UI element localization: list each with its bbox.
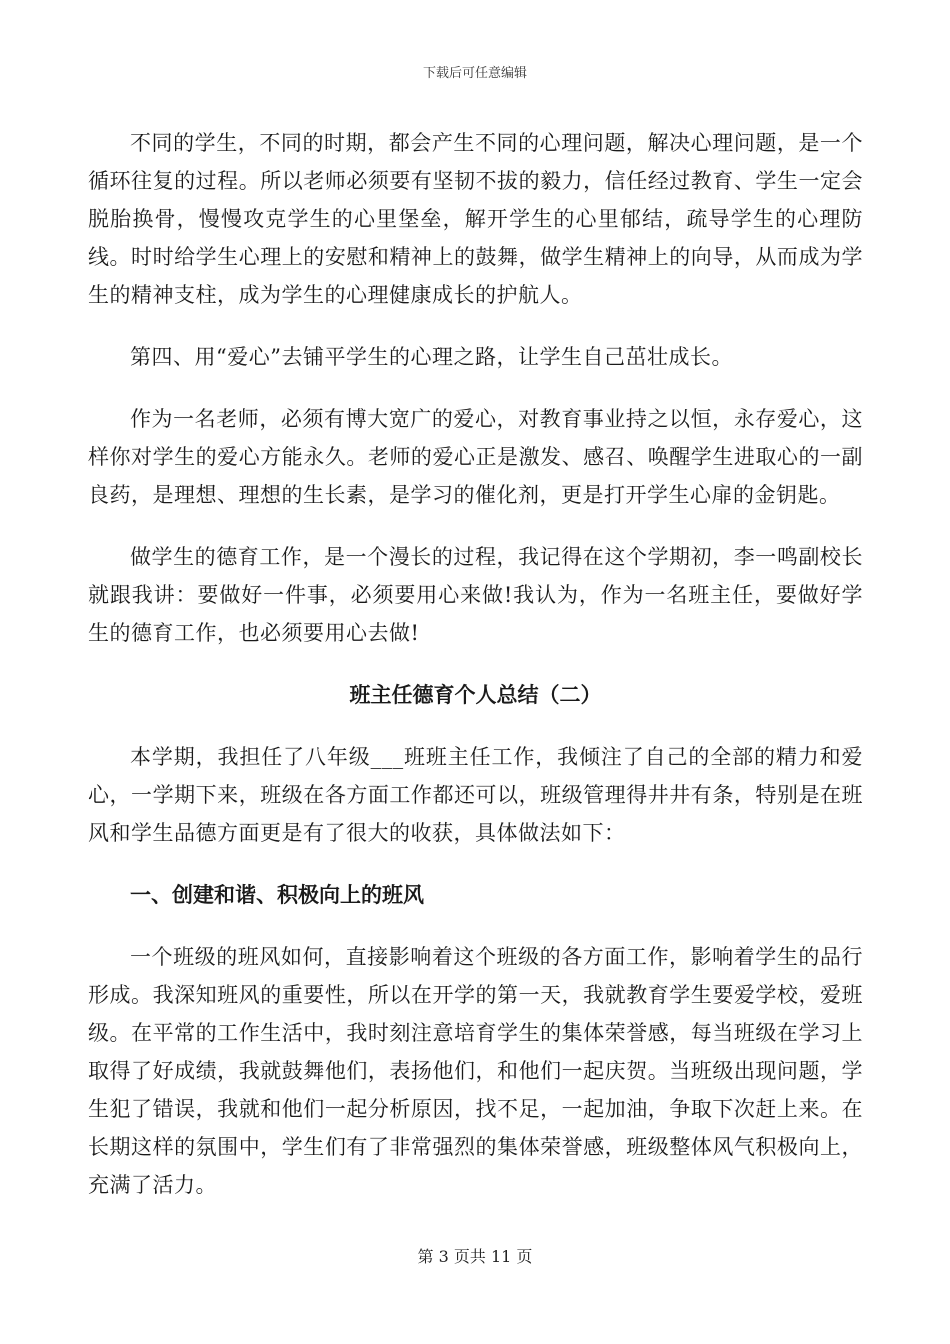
paragraph-love: 作为一名老师，必须有博大宽广的爱心，对教育事业持之以恒，永存爱心，这样你对学生的爱心方能永久。老师的爱心正是激发、感召、唤醒学生进取心的一副良药，是理想、理想的生长素，是学习的催化剂，更是打开学生心扉的金钥匙。: [88, 407, 863, 507]
subheading-class-spirit: 一、创建和谐、积极向上的班风: [130, 882, 424, 907]
section-title: 班主任德育个人总结（二）: [349, 682, 602, 707]
paragraph-class-spirit: 一个班级的班风如何，直接影响着这个班级的各方面工作，影响着学生的品行形成。我深知班风的重要性，所以在开学的第一天，我就教育学生要爱学校，爱班级。在平常的工作生活中，我时刻注意培育学生的集体荣誉感，每当班级在学习上取得了好成绩，我就鼓舞他们，表扬他们，和他们一起庆贺。当班级出现问题，学生犯了错误，我就和他们一起分析原因，找不足，一起加油，争取下次赶上来。在长期这样的氛围中，学生们有了非常强烈的集体荣誉感，班级整体风气积极向上，充满了活力。: [88, 945, 863, 1197]
paragraph-semester-intro: 本学期，我担任了八年级___班班主任工作，我倾注了自己的全部的精力和爱心，一学期下来，班级在各方面工作都还可以，班级管理得井井有条，特别是在班风和学生品德方面更是有了很大的收获，具体做法如下：: [88, 745, 863, 845]
paragraph-point-four: 第四、用“爱心”去铺平学生的心理之路，让学生自己茁壮成长。: [130, 345, 733, 369]
page-header: 下载后可任意编辑: [422, 66, 527, 81]
page-number: 第 3 页共 11 页: [417, 1247, 533, 1266]
paragraph-psychology: 不同的学生，不同的时期，都会产生不同的心理问题，解决心理问题，是一个循环往复的过程。所以老师必须要有坚韧不拔的毅力，信任经过教育、学生一定会脱胎换骨，慢慢攻克学生的心里堡垒，解开学生的心里郁结，疏导学生的心理防线。时时给学生心理上的安慰和精神上的鼓舞，做学生精神上的向导，从而成为学生的精神支柱，成为学生的心理健康成长的护航人。: [88, 131, 863, 307]
paragraph-moral-work: 做学生的德育工作，是一个漫长的过程，我记得在这个学期初，李一鸣副校长就跟我讲：要做好一件事，必须要用心来做!我认为，作为一名班主任，要做好学生的德育工作，也必须要用心去做!: [88, 545, 863, 645]
document-body: [88, 124, 863, 1228]
